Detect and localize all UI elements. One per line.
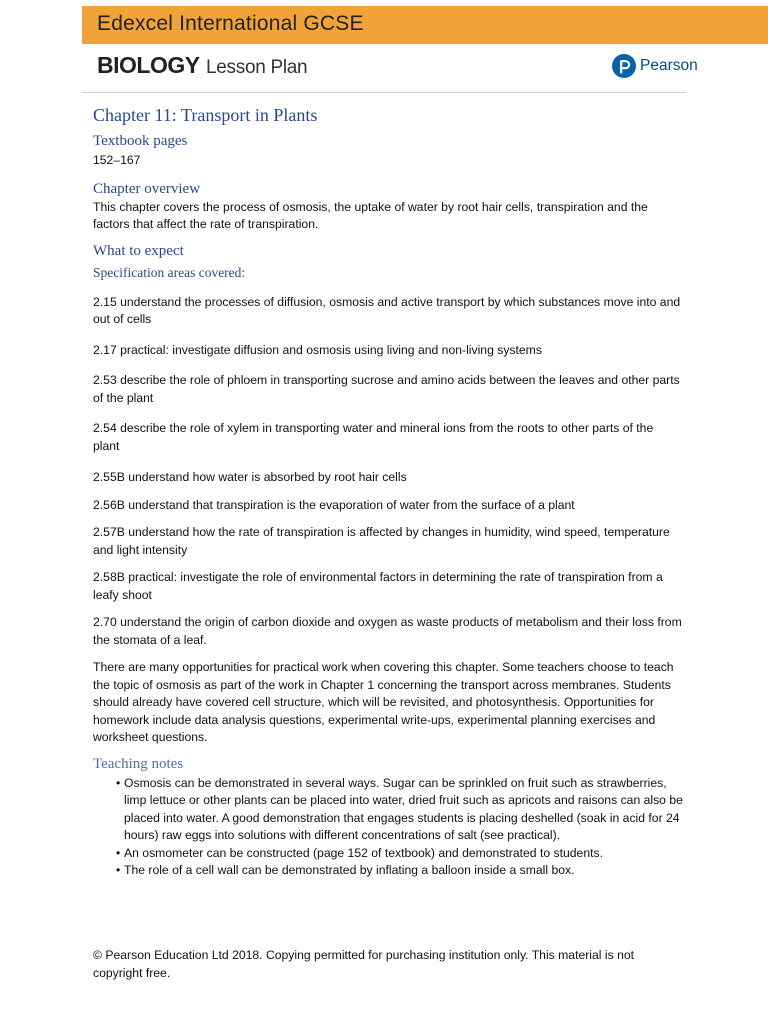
- spec-item: 2.15 understand the processes of diffusion, osmosis and active transport by which substances move into and out of cells: [93, 294, 681, 326]
- chapter-overview-heading: Chapter overview: [93, 180, 201, 197]
- opportunities-paragraph: There are many opportunities for practical work when covering this chapter. Some teachers choose to teach the topic of osmosis as part of the work in Chapter 1 concerning the transport across membranes. Students should already have covered cell structure, which will be revisited, and photosynthesis. Opportunities for homework include data analysis questions, experimental write-ups, experimental planning exercises and worksheet questions.: [93, 660, 674, 744]
- bullet-icon: •: [116, 775, 121, 790]
- teaching-note-text: An osmometer can be constructed (page 152 of textbook) and demonstrated to students.: [124, 845, 603, 860]
- teaching-notes-list: [93, 775, 683, 880]
- spec-item: 2.70 understand the origin of carbon dioxide and oxygen as waste products of metabolism and their loss from the stomata of a leaf.: [93, 615, 682, 647]
- teaching-note-text: The role of a cell wall can be demonstrated by inflating a balloon inside a small box.: [124, 863, 575, 877]
- list-item: [95, 845, 683, 863]
- spec-item: 2.17 practical: investigate diffusion and osmosis using living and non-living systems: [93, 342, 542, 357]
- spec-areas-heading: Specification areas covered:: [93, 264, 246, 280]
- spec-item: 2.56B understand that transpiration is the evaporation of water from the surface of a plant: [93, 497, 575, 512]
- spec-item: 2.55B understand how water is absorbed by root hair cells: [93, 470, 407, 484]
- chapter-overview-text: This chapter covers the process of osmosis, the uptake of water by root hair cells, transpiration and the factors that affect the rate of transpiration.: [93, 199, 648, 231]
- spec-item: 2.57B understand how the rate of transpiration is affected by changes in humidity, wind speed, temperature and light intensity: [93, 525, 670, 557]
- subject-title: BIOLOGY: [97, 52, 200, 78]
- publisher-name: Pearson: [640, 57, 698, 74]
- spec-list: [93, 294, 683, 650]
- list-item: [95, 775, 683, 845]
- spec-item: 2.53 describe the role of phloem in transporting sucrose and amino acids between the leaves and other parts of the plant: [93, 373, 680, 405]
- bullet-icon: •: [116, 863, 121, 877]
- teaching-notes-heading: Teaching notes: [93, 755, 184, 772]
- header-banner: [82, 6, 768, 44]
- copyright-footer: © Pearson Education Ltd 2018. Copying permitted for purchasing institution only. This material is not copyright free.: [93, 948, 635, 980]
- banner-title: Edexcel International GCSE: [97, 12, 364, 35]
- publisher-logo: [612, 53, 698, 79]
- textbook-pages-value: 152–167: [93, 153, 141, 167]
- textbook-pages-heading: Textbook pages: [93, 133, 188, 149]
- pearson-p-icon: [612, 54, 636, 78]
- lesson-plan-body: [93, 104, 683, 880]
- spec-item: 2.54 describe the role of xylem in transporting water and mineral ions from the roots to other parts of the plant: [93, 421, 654, 453]
- doc-type-label: Lesson Plan: [206, 57, 308, 78]
- bullet-icon: •: [116, 845, 121, 860]
- chapter-title: Chapter 11: Transport in Plants: [93, 105, 318, 125]
- list-item: [95, 862, 683, 880]
- subject-heading: [97, 52, 307, 82]
- teaching-note-text: Osmosis can be demonstrated in several ways. Sugar can be sprinkled on fruit such as strawberries, limp lettuce or other plants can be placed into water, dried fruit such as apricots and raisons can also be placed into water. A good demonstration that engages students is placing deshelled (soak in acid for 24 hours) raw eggs into solutions with different concentrations of salt (see practical).: [124, 775, 683, 842]
- what-to-expect-heading: What to expect: [93, 242, 184, 259]
- spec-item: 2.58B practical: investigate the role of environmental factors in determining the rate of transpiration from a leafy shoot: [93, 570, 663, 602]
- header-divider: [82, 92, 686, 93]
